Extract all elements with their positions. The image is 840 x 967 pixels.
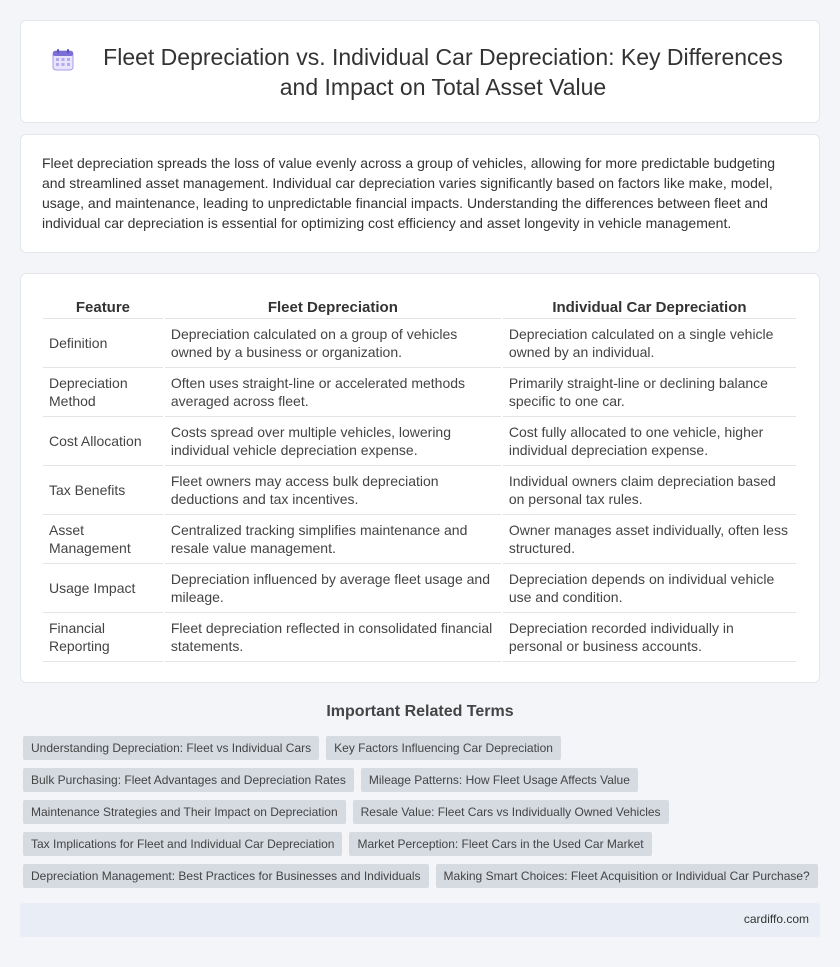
feature-cell: Financial Reporting	[43, 613, 163, 662]
individual-cell: Depreciation depends on individual vehicle use and condition.	[503, 564, 796, 613]
feature-cell: Tax Benefits	[43, 466, 163, 515]
header-individual: Individual Car Depreciation	[503, 295, 796, 319]
tag-row	[23, 832, 823, 856]
fleet-cell: Fleet owners may access bulk depreciation deductions and tax incentives.	[165, 466, 501, 515]
table-row	[43, 319, 796, 368]
feature-cell: Asset Management	[43, 515, 163, 564]
fleet-cell: Depreciation influenced by average fleet usage and mileage.	[165, 564, 501, 613]
individual-cell: Depreciation recorded individually in personal or business accounts.	[503, 613, 796, 662]
table-row	[43, 564, 796, 613]
table-row	[43, 417, 796, 466]
related-term-tag[interactable]: Understanding Depreciation: Fleet vs Individual Cars	[23, 736, 319, 760]
related-term-tag[interactable]: Depreciation Management: Best Practices for Businesses and Individuals	[23, 864, 429, 888]
footer-site-link[interactable]: cardiffo.com	[743, 912, 809, 926]
fleet-cell: Fleet depreciation reflected in consolidated financial statements.	[165, 613, 501, 662]
feature-cell: Cost Allocation	[43, 417, 163, 466]
calendar-icon	[51, 48, 75, 72]
table-row	[43, 466, 796, 515]
header-card	[20, 20, 820, 123]
individual-cell: Owner manages asset individually, often less structured.	[503, 515, 796, 564]
fleet-cell: Centralized tracking simplifies maintenance and resale value management.	[165, 515, 501, 564]
related-term-tag[interactable]: Resale Value: Fleet Cars vs Individually Owned Vehicles	[353, 800, 669, 824]
feature-cell: Definition	[43, 319, 163, 368]
page-title: Fleet Depreciation vs. Individual Car Depreciation: Key Differences and Impact on Total Asset Value	[103, 43, 783, 100]
feature-cell: Depreciation Method	[43, 368, 163, 417]
tag-row	[23, 800, 823, 824]
related-term-tag[interactable]: Maintenance Strategies and Their Impact on Depreciation	[23, 800, 346, 824]
tag-row	[23, 736, 823, 760]
individual-cell: Cost fully allocated to one vehicle, higher individual depreciation expense.	[503, 417, 796, 466]
individual-cell: Primarily straight-line or declining balance specific to one car.	[503, 368, 796, 417]
header-feature: Feature	[43, 295, 163, 319]
individual-cell: Depreciation calculated on a single vehicle owned by an individual.	[503, 319, 796, 368]
table-header-row	[43, 295, 796, 319]
related-term-tag[interactable]: Market Perception: Fleet Cars in the Used Car Market	[349, 832, 651, 856]
footer	[20, 903, 820, 937]
table-row	[43, 515, 796, 564]
fleet-cell: Costs spread over multiple vehicles, lowering individual vehicle depreciation expense.	[165, 417, 501, 466]
related-terms-title: Important Related Terms	[326, 703, 514, 720]
table-row	[43, 368, 796, 417]
intro-paragraph: Fleet depreciation spreads the loss of value evenly across a group of vehicles, allowing for more predictable budgeting and streamlined asset management. Individual car depreciation varies significantly based on factors like make, model, usage, and maintenance, leading to unpredictable financial impacts. Understanding the differences between fleet and individual car depreciation is essential for optimizing cost efficiency and asset longevity in vehicle management.	[42, 155, 776, 231]
related-term-tag[interactable]: Making Smart Choices: Fleet Acquisition or Individual Car Purchase?	[436, 864, 818, 888]
individual-cell: Individual owners claim depreciation based on personal tax rules.	[503, 466, 796, 515]
comparison-table-card	[20, 273, 820, 683]
tag-row	[23, 768, 823, 792]
comparison-table	[41, 295, 798, 662]
fleet-cell: Often uses straight-line or accelerated methods averaged across fleet.	[165, 368, 501, 417]
table-row	[43, 613, 796, 662]
intro-card	[20, 134, 820, 253]
header-fleet: Fleet Depreciation	[165, 295, 501, 319]
related-term-tag[interactable]: Tax Implications for Fleet and Individual Car Depreciation	[23, 832, 342, 856]
related-term-tag[interactable]: Mileage Patterns: How Fleet Usage Affects Value	[361, 768, 638, 792]
related-term-tag[interactable]: Key Factors Influencing Car Depreciation	[326, 736, 561, 760]
related-terms-list	[23, 736, 823, 896]
feature-cell: Usage Impact	[43, 564, 163, 613]
related-term-tag[interactable]: Bulk Purchasing: Fleet Advantages and Depreciation Rates	[23, 768, 354, 792]
tag-row	[23, 864, 823, 888]
fleet-cell: Depreciation calculated on a group of vehicles owned by a business or organization.	[165, 319, 501, 368]
